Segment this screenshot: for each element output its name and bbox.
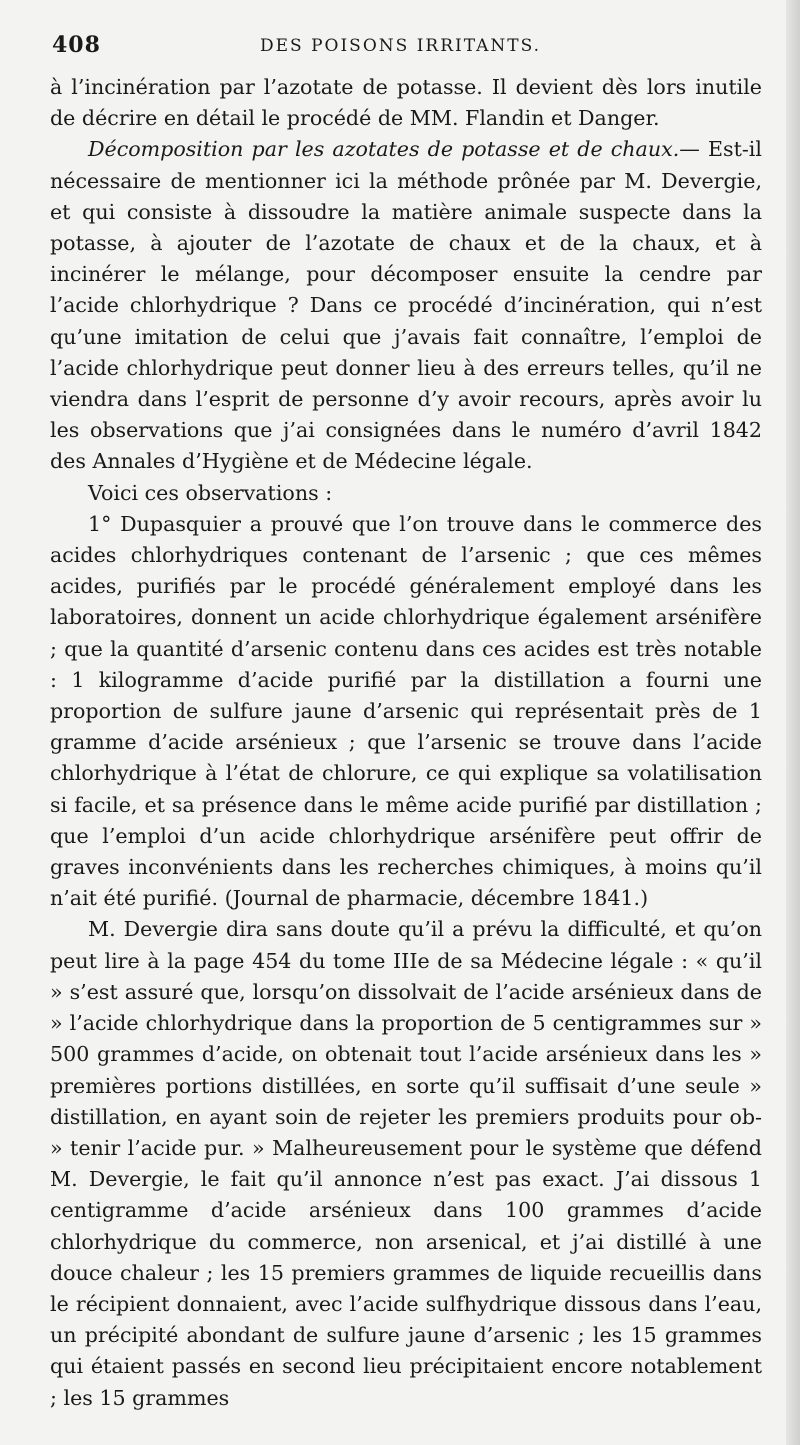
section-title: Décomposition par les azotates de potasse et de chaux.	[88, 137, 680, 162]
paragraph-2	[50, 134, 762, 477]
page-gutter-shadow	[786, 0, 800, 1445]
paragraph-text: M. Devergie dira sans doute qu’il a prévu la difficulté, et qu’on peut lire à la page 454 du tome IIIe de sa Médecine légale : « qu’il » s’est assuré que, lorsqu’on dissolvait de l’acide arsénieux dans de » l’acide chlorhydrique dans la proportion de 5 centigrammes sur » 500 grammes d’acide, on obtenait tout l’acide arsénieux dans les » premières portions distillées, en sorte qu’il suffisait d’une seule » distillation, en ayant soin de rejeter les premiers produits pour ob- » tenir l’acide pur. » Malheureusement pour le système que défend M. Devergie, le fait qu’il annonce n’est pas exact. J’ai dissous 1 centigramme d’acide arsénieux dans 100 grammes d’acide chlorhydrique du commerce, non arsenical, et j’ai distillé à une douce chaleur ; les 15 premiers grammes de liquide recueillis dans le récipient donnaient, avec l’acide sulfhydrique dissous dans l’eau, un précipité abondant de sulfure jaune d’arsenic ; les 15 grammes qui étaient passés en second lieu précipitaient encore notablement ; les 15 grammes	[50, 917, 762, 1410]
running-head: DES POISONS IRRITANTS.	[260, 36, 542, 56]
paragraph-text: — Est-il nécessaire de mentionner ici la méthode prônée par M. Devergie, et qui consiste à dissoudre la matière animale suspecte dans la potasse, à ajouter de l’azotate de chaux et de la chaux, et à incinérer le mélange, pour décomposer ensuite la cendre par l’acide chlorhydrique ? Dans ce procédé d’incinération, qui n’est qu’une imitation de celui que j’avais fait connaître, l’emploi de l’acide chlorhydrique peut donner lieu à des erreurs telles, qu’il ne viendra dans l’esprit de personne d’y avoir recours, après avoir lu les observations que j’ai consignées dans le numéro d’avril 1842 des Annales d’Hygiène et de Médecine légale.	[50, 137, 762, 474]
paragraph-text: 1° Dupasquier a prouvé que l’on trouve dans le commerce des acides chlorhydriques contenant de l’arsenic ; que ces mêmes acides, purifiés par le procédé généralement employé dans les laboratoires, donnent un acide chlorhydrique également arsénifère ; que la quantité d’arsenic contenu dans ces acides est très notable : 1 kilogramme d’acide purifié par la distillation a fourni une proportion de sulfure jaune d’arsenic qui représentait près de 1 gramme d’acide arsénieux ; que l’arsenic se trouve dans l’acide chlorhydrique à l’état de chlorure, ce qui explique sa volatilisation si facile, et sa présence dans le même acide purifié par distillation ; que l’emploi d’un acide chlorhydrique arsénifère peut offrir de graves inconvénients dans les recherches chimiques, à moins qu’il n’ait été purifié. (Journal de pharmacie, décembre 1841.)	[50, 511, 762, 911]
page-body	[50, 72, 762, 1414]
paragraph-3	[50, 478, 762, 509]
paragraph-text: Voici ces observations :	[88, 480, 333, 505]
paragraph-1	[50, 72, 762, 134]
page-number: 408	[52, 32, 101, 58]
page-header	[50, 32, 762, 72]
paragraph-5	[50, 914, 762, 1413]
paragraph-text: à l’incinération par l’azotate de potasse. Il devient dès lors inutile de décrire en détail le procédé de MM. Flandin et Danger.	[50, 75, 762, 131]
paragraph-4	[50, 509, 762, 915]
